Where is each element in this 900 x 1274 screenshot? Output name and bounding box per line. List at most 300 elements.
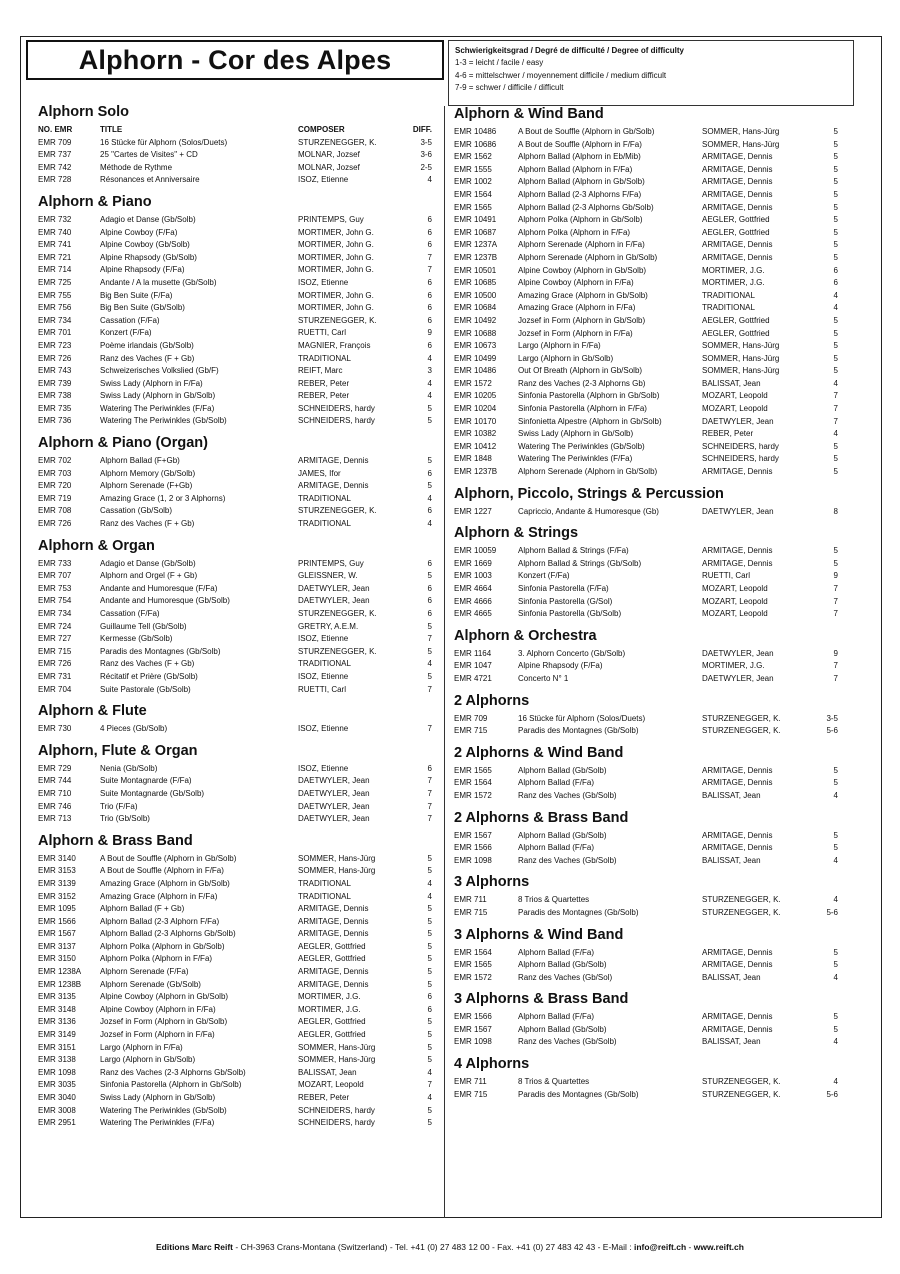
table-row: [38, 480, 438, 493]
piece-title: Alpine Cowboy (Alphorn in Gb/Solb): [518, 265, 647, 275]
table-row: [38, 1067, 438, 1080]
piece-title: Alphorn Ballad (2-3 Alphorn F/Fa): [100, 916, 220, 926]
catalog-section: [454, 525, 848, 621]
catalog-number: EMR 4666: [454, 596, 492, 606]
difficulty: 6: [427, 227, 432, 237]
piece-title: Swiss Lady (Alphorn in Gb/Solb): [518, 429, 634, 439]
piece-title: Récitatif et Prière (Gb/Solb): [100, 671, 198, 681]
composer: AEGLER, Gottfried: [298, 1017, 366, 1027]
catalog-number: EMR 10412: [454, 441, 497, 451]
table-row: [454, 972, 848, 985]
catalog-number: EMR 3150: [38, 954, 76, 964]
catalog-number: EMR 2951: [38, 1118, 76, 1128]
difficulty: 5: [833, 843, 838, 853]
piece-title: Alphorn Serenade (F+Gb): [100, 481, 193, 491]
footer-website[interactable]: www.reift.ch: [693, 1242, 744, 1252]
difficulty: 3-5: [420, 137, 432, 147]
catalog-number: EMR 728: [38, 175, 72, 185]
table-row: [454, 151, 848, 164]
catalog-number: EMR 3135: [38, 992, 76, 1002]
piece-title: Alphorn Ballad (F + Gb): [100, 904, 185, 914]
piece-title: Amazing Grace (Alphorn in F/Fa): [518, 303, 636, 313]
catalog-number: EMR 1098: [454, 855, 492, 865]
composer: SCHNEIDERS, hardy: [298, 1105, 375, 1115]
catalog-number: EMR 3148: [38, 1004, 76, 1014]
section-title: 2 Alphorns & Wind Band: [454, 744, 624, 761]
composer: DAETWYLER, Jean: [298, 814, 370, 824]
difficulty: 5: [427, 403, 432, 413]
catalog-number: EMR 10685: [454, 278, 497, 288]
difficulty: 7: [427, 1080, 432, 1090]
catalog-number: EMR 755: [38, 290, 72, 300]
header-difficulty: DIFF.: [412, 125, 432, 134]
table-row: [38, 1092, 438, 1105]
piece-title: Trio (Gb/Solb): [100, 814, 150, 824]
difficulty: 5: [833, 353, 838, 363]
piece-title: Alpine Cowboy (Gb/Solb): [100, 240, 190, 250]
catalog-number: EMR 730: [38, 724, 72, 734]
composer: SCHNEIDERS, hardy: [298, 1118, 375, 1128]
difficulty: 5: [427, 1042, 432, 1052]
difficulty: 6: [427, 596, 432, 606]
catalog-number: EMR 726: [38, 519, 72, 529]
piece-title: Ranz des Vaches (Gb/Solb): [518, 790, 617, 800]
composer: SCHNEIDERS, hardy: [702, 454, 779, 464]
table-row: [38, 252, 438, 265]
catalog-section: [454, 1056, 848, 1101]
difficulty: 4: [427, 493, 432, 503]
composer: MOZART, Leopold: [702, 584, 768, 593]
table-row: [454, 907, 848, 920]
composer: DAETWYLER, Jean: [298, 596, 370, 606]
difficulty: 7: [833, 404, 838, 414]
piece-title: Jozsef in Form (Alphorn in F/Fa): [518, 328, 633, 338]
catalog-number: EMR 10501: [454, 265, 497, 275]
catalog-number: EMR 715: [454, 726, 488, 736]
section-title: Alphorn & Orchestra: [454, 627, 597, 644]
composer: TRADITIONAL: [298, 493, 351, 503]
table-row: [454, 441, 848, 454]
difficulty: 5-6: [826, 1089, 838, 1099]
catalog-section: [454, 628, 848, 686]
catalog-number: EMR 737: [38, 150, 72, 160]
catalog-number: EMR 1238A: [38, 967, 82, 977]
composer: ARMITAGE, Dennis: [298, 456, 369, 466]
composer: MOZART, Leopold: [702, 391, 768, 401]
difficulty: 7: [427, 724, 432, 734]
composer: ARMITAGE, Dennis: [298, 967, 369, 977]
difficulty: 6: [427, 214, 432, 224]
catalog-number: EMR 1572: [454, 790, 492, 800]
composer: TRADITIONAL: [298, 353, 351, 363]
piece-title: Konzert (F/Fa): [100, 328, 152, 338]
difficulty: 5: [427, 967, 432, 977]
piece-title: Alpine Rhapsody (Gb/Solb): [100, 252, 197, 262]
composer: MOZART, Leopold: [702, 609, 768, 619]
table-row: [454, 1036, 848, 1049]
catalog-number: EMR 10687: [454, 227, 497, 237]
composer: ARMITAGE, Dennis: [702, 843, 773, 853]
piece-title: Largo (Alphorn in Gb/Solb): [518, 353, 614, 363]
table-row: [38, 723, 438, 736]
table-row: [454, 830, 848, 843]
difficulty: 5: [427, 941, 432, 951]
table-row: [38, 583, 438, 596]
catalog-number: EMR 3040: [38, 1093, 76, 1102]
section-title: Alphorn, Flute & Organ: [38, 742, 198, 759]
difficulty: 5: [833, 947, 838, 957]
table-row: [38, 813, 438, 826]
section-title: 2 Alphorns: [454, 692, 530, 709]
table-row: [38, 277, 438, 290]
piece-title: Andante / A la musette (Gb/Solb): [100, 277, 217, 287]
catalog-number: EMR 727: [38, 634, 72, 644]
catalog-number: EMR 726: [38, 659, 72, 669]
catalog-number: EMR 1562: [454, 152, 492, 162]
piece-title: Konzert (F/Fa): [518, 571, 570, 581]
footer-publisher: Editions Marc Reift: [156, 1242, 233, 1252]
composer: DAETWYLER, Jean: [298, 788, 370, 798]
piece-title: Alphorn Serenade (Alphorn in Gb/Solb): [518, 252, 658, 262]
catalog-number: EMR 10486: [454, 127, 497, 136]
composer: SOMMER, Hans-Jürg: [298, 853, 376, 863]
catalog-number: EMR 1566: [454, 1012, 492, 1022]
piece-title: Paradis des Montagnes (Gb/Solb): [518, 726, 639, 736]
piece-title: 4 Pieces (Gb/Solb): [100, 724, 168, 734]
piece-title: Guillaume Tell (Gb/Solb): [100, 621, 187, 631]
piece-title: Watering The Periwinkles (Gb/Solb): [518, 441, 645, 451]
piece-title: Alphorn and Orgel (F + Gb): [100, 571, 198, 581]
composer: MAGNIER, François: [298, 340, 371, 350]
difficulty: 5: [833, 252, 838, 262]
catalog-number: EMR 709: [38, 137, 72, 147]
difficulty: 5: [833, 315, 838, 325]
catalog-number: EMR 746: [38, 801, 72, 811]
piece-title: Ranz des Vaches (F + Gb): [100, 353, 195, 363]
composer: SCHNEIDERS, hardy: [298, 416, 375, 426]
difficulty: 5: [427, 481, 432, 491]
piece-title: Amazing Grace (Alphorn in Gb/Solb): [100, 878, 230, 888]
catalog-number: EMR 710: [38, 788, 72, 798]
table-row: [454, 855, 848, 868]
difficulty: 5: [427, 954, 432, 964]
table-row: [38, 290, 438, 303]
composer: DAETWYLER, Jean: [298, 801, 370, 811]
difficulty: 5: [427, 853, 432, 863]
piece-title: Suite Montagnarde (Gb/Solb): [100, 788, 205, 798]
table-row: [38, 403, 438, 416]
piece-title: Andante and Humoresque (F/Fa): [100, 583, 218, 593]
difficulty: 5: [427, 671, 432, 681]
table-row: [454, 365, 848, 378]
difficulty: 9: [833, 648, 838, 658]
difficulty: 5: [427, 456, 432, 466]
composer: REBER, Peter: [702, 429, 754, 439]
table-row: [454, 558, 848, 571]
difficulty: 7: [427, 684, 432, 694]
catalog-number: EMR 703: [38, 468, 72, 478]
catalog-number: EMR 1566: [38, 916, 76, 926]
piece-title: Schweizerisches Volkslied (Gb/F): [100, 366, 219, 376]
footer-email[interactable]: info@reift.ch: [633, 1242, 687, 1252]
catalog-number: EMR 704: [38, 684, 72, 694]
table-row: [38, 302, 438, 315]
difficulty: 5: [833, 1024, 838, 1034]
footer-separator: -: [686, 1242, 694, 1252]
difficulty: 5: [833, 1012, 838, 1022]
table-row: [38, 468, 438, 481]
piece-title: Alphorn Ballad (2-3 Alphorns F/Fa): [518, 189, 642, 199]
composer: STURZENEGGER, K.: [298, 315, 377, 325]
difficulty: 5: [833, 558, 838, 568]
difficulty: 6: [833, 265, 838, 275]
piece-title: Ranz des Vaches (F + Gb): [100, 519, 195, 529]
composer: STURZENEGGER, K.: [298, 646, 377, 656]
composer: TRADITIONAL: [298, 659, 351, 669]
piece-title: Amazing Grace (1, 2 or 3 Alphorns): [100, 493, 226, 503]
difficulty: 5: [427, 571, 432, 581]
table-row: [454, 1024, 848, 1037]
catalog-number: EMR 734: [38, 609, 72, 618]
composer: REBER, Peter: [298, 378, 350, 388]
composer: AEGLER, Gottfried: [702, 227, 770, 237]
difficulty: 5: [427, 1017, 432, 1027]
piece-title: Swiss Lady (Alphorn in Gb/Solb): [100, 391, 216, 401]
piece-title: Watering The Periwinkles (F/Fa): [518, 454, 633, 464]
table-row: [38, 239, 438, 252]
table-row: [38, 415, 438, 428]
catalog-number: EMR 3137: [38, 941, 76, 951]
composer: AEGLER, Gottfried: [702, 315, 770, 325]
difficulty: 5: [833, 139, 838, 149]
composer: ARMITAGE, Dennis: [702, 960, 773, 970]
table-row: [38, 365, 438, 378]
composer: STURZENEGGER, K.: [702, 713, 781, 723]
piece-title: Watering The Periwinkles (F/Fa): [100, 403, 215, 413]
catalog-number: EMR 3149: [38, 1030, 76, 1040]
catalog-number: EMR 1848: [454, 454, 492, 464]
composer: ARMITAGE, Dennis: [702, 830, 773, 840]
table-row: [454, 416, 848, 429]
composer: AEGLER, Gottfried: [298, 1030, 366, 1040]
catalog-number: EMR 715: [454, 1089, 488, 1099]
difficulty: 6: [833, 278, 838, 288]
table-row: [454, 202, 848, 215]
catalog-section: [38, 833, 438, 1130]
table-row: [38, 763, 438, 776]
piece-title: Sinfonia Pastorella (Alphorn in F/Fa): [518, 404, 647, 414]
catalog-number: EMR 738: [38, 391, 72, 401]
piece-title: Ranz des Vaches (2-3 Alphorns Gb): [518, 378, 646, 388]
composer: MORTIMER, J.G.: [298, 992, 361, 1002]
composer: BALISSAT, Jean: [702, 1037, 761, 1047]
composer: SOMMER, Hans-Jürg: [298, 1042, 376, 1052]
catalog-number: EMR 1237A: [454, 240, 498, 250]
piece-title: Andante and Humoresque (Gb/Solb): [100, 596, 230, 606]
composer: MOLNAR, Jozsef: [298, 150, 360, 160]
table-header: [38, 124, 438, 137]
composer: MORTIMER, John G.: [298, 227, 374, 237]
catalog-number: EMR 711: [454, 1077, 487, 1087]
composer: MORTIMER, John G.: [298, 252, 374, 262]
catalog-number: EMR 732: [38, 214, 72, 224]
catalog-section: [454, 693, 848, 738]
table-row: [454, 725, 848, 738]
composer: MOLNAR, Jozsef: [298, 162, 360, 172]
piece-title: Out Of Breath (Alphorn in Gb/Solb): [518, 366, 643, 376]
difficulty: 5: [427, 929, 432, 939]
composer: SOMMER, Hans-Jürg: [702, 353, 780, 363]
table-row: [454, 790, 848, 803]
table-row: [454, 713, 848, 726]
table-row: [454, 252, 848, 265]
difficulty: 7: [427, 801, 432, 811]
footer: [0, 1242, 900, 1252]
piece-title: Alphorn Polka (Alphorn in F/Fa): [100, 954, 213, 964]
piece-title: Alphorn Serenade (Gb/Solb): [100, 979, 201, 989]
piece-title: 3. Alphorn Concerto (Gb/Solb): [518, 648, 626, 658]
composer: ARMITAGE, Dennis: [702, 467, 773, 477]
catalog-number: EMR 723: [38, 340, 72, 350]
piece-title: Nenia (Gb/Solb): [100, 763, 158, 773]
table-row: [38, 558, 438, 571]
piece-title: Alpine Cowboy (Alphorn in F/Fa): [518, 278, 634, 288]
table-row: [454, 239, 848, 252]
difficulty: 5: [833, 152, 838, 162]
catalog-section: [38, 703, 438, 736]
piece-title: Alphorn Ballad (F/Fa): [518, 947, 595, 957]
difficulty: 7: [833, 416, 838, 426]
difficulty: 4: [427, 878, 432, 888]
table-row: [38, 264, 438, 277]
piece-title: Trio (F/Fa): [100, 801, 138, 811]
table-row: [38, 390, 438, 403]
catalog-number: EMR 721: [38, 252, 72, 262]
difficulty: 5: [833, 778, 838, 788]
composer: REIFT, Marc: [298, 366, 343, 376]
difficulty: 4: [833, 1037, 838, 1047]
catalog-number: EMR 10382: [454, 429, 497, 439]
composer: BALISSAT, Jean: [298, 1067, 357, 1077]
composer: ARMITAGE, Dennis: [702, 189, 773, 199]
difficulty: 6: [427, 992, 432, 1002]
section-title: Alphorn, Piccolo, Strings & Percussion: [454, 485, 724, 502]
piece-title: Alphorn Ballad & Strings (Gb/Solb): [518, 558, 642, 568]
table-row: [454, 164, 848, 177]
catalog-number: EMR 3008: [38, 1105, 76, 1115]
table-row: [38, 801, 438, 814]
piece-title: A Bout de Souffle (Alphorn in Gb/Solb): [100, 853, 237, 863]
composer: REBER, Peter: [298, 1093, 350, 1102]
piece-title: Amazing Grace (Alphorn in Gb/Solb): [518, 290, 648, 300]
composer: MORTIMER, John G.: [298, 290, 374, 300]
catalog-number: EMR 1567: [38, 929, 76, 939]
table-row: [38, 891, 438, 904]
piece-title: Ranz des Vaches (2-3 Alphorns Gb/Solb): [100, 1067, 246, 1077]
difficulty: 5: [833, 240, 838, 250]
difficulty: 5: [833, 830, 838, 840]
table-row: [38, 1054, 438, 1067]
difficulty: 5: [833, 189, 838, 199]
catalog-number: EMR 3035: [38, 1080, 76, 1090]
section-title: 2 Alphorns & Brass Band: [454, 809, 629, 826]
catalog-number: EMR 1572: [454, 378, 492, 388]
composer: MORTIMER, John G.: [298, 265, 374, 275]
difficulty: 3-6: [420, 150, 432, 160]
catalog-section: [454, 927, 848, 985]
difficulty: 6: [427, 558, 432, 568]
composer: BALISSAT, Jean: [702, 972, 761, 982]
piece-title: Cassation (F/Fa): [100, 315, 160, 325]
table-row: [38, 1042, 438, 1055]
catalog-number: EMR 1164: [454, 648, 492, 658]
composer: ARMITAGE, Dennis: [702, 778, 773, 788]
piece-title: Alphorn Ballad & Strings (F/Fa): [518, 546, 629, 556]
piece-title: Paradis des Montagnes (Gb/Solb): [518, 1089, 639, 1099]
table-row: [38, 455, 438, 468]
composer: ARMITAGE, Dennis: [298, 481, 369, 491]
piece-title: Alpine Rhapsody (F/Fa): [518, 661, 603, 671]
table-row: [38, 953, 438, 966]
table-row: [454, 608, 848, 621]
composer: ARMITAGE, Dennis: [702, 152, 773, 162]
difficulty: 4: [427, 175, 432, 185]
difficulty: 6: [427, 583, 432, 593]
composer: STURZENEGGER, K.: [702, 726, 781, 736]
table-row: [38, 775, 438, 788]
table-row: [38, 941, 438, 954]
difficulty: 6: [427, 609, 432, 618]
table-row: [454, 660, 848, 673]
table-row: [454, 596, 848, 609]
catalog-number: EMR 736: [38, 416, 72, 426]
piece-title: Alphorn Ballad (F/Fa): [518, 843, 595, 853]
section-title: Alphorn & Piano: [38, 193, 152, 210]
section-title: Alphorn & Piano (Organ): [38, 435, 208, 452]
piece-title: 25 "Cartes de Visites" + CD: [100, 150, 198, 160]
difficulty: 4: [427, 378, 432, 388]
catalog-number: EMR 720: [38, 481, 72, 491]
catalog-number: EMR 3139: [38, 878, 76, 888]
table-row: [454, 189, 848, 202]
composer: RUETTI, Carl: [298, 328, 346, 338]
catalog-number: EMR 10492: [454, 315, 497, 325]
difficulty: 6: [427, 240, 432, 250]
piece-title: Sinfonietta Alpestre (Alphorn in Gb/Solb): [518, 416, 662, 426]
table-row: [454, 315, 848, 328]
composer: ISOZ, Etienne: [298, 634, 349, 644]
difficulty: 5: [833, 765, 838, 775]
difficulty: 4: [833, 895, 838, 905]
composer: DAETWYLER, Jean: [298, 583, 370, 593]
composer: ISOZ, Etienne: [298, 763, 349, 773]
difficulty: 6: [427, 1004, 432, 1014]
table-row: [454, 570, 848, 583]
section-title: 3 Alphorns & Brass Band: [454, 991, 629, 1008]
catalog-number: EMR 10205: [454, 391, 497, 401]
difficulty: 5: [833, 454, 838, 464]
catalog-number: EMR 10684: [454, 303, 497, 313]
catalog-number: EMR 1564: [454, 778, 492, 788]
composer: AEGLER, Gottfried: [298, 954, 366, 964]
catalog-number: EMR 1567: [454, 1024, 492, 1034]
difficulty: 5: [833, 127, 838, 136]
difficulty: 5-6: [826, 907, 838, 917]
composer: ISOZ, Etienne: [298, 724, 349, 734]
catalog-number: EMR 741: [38, 240, 72, 250]
catalog-number: EMR 1567: [454, 830, 492, 840]
table-row: [38, 979, 438, 992]
